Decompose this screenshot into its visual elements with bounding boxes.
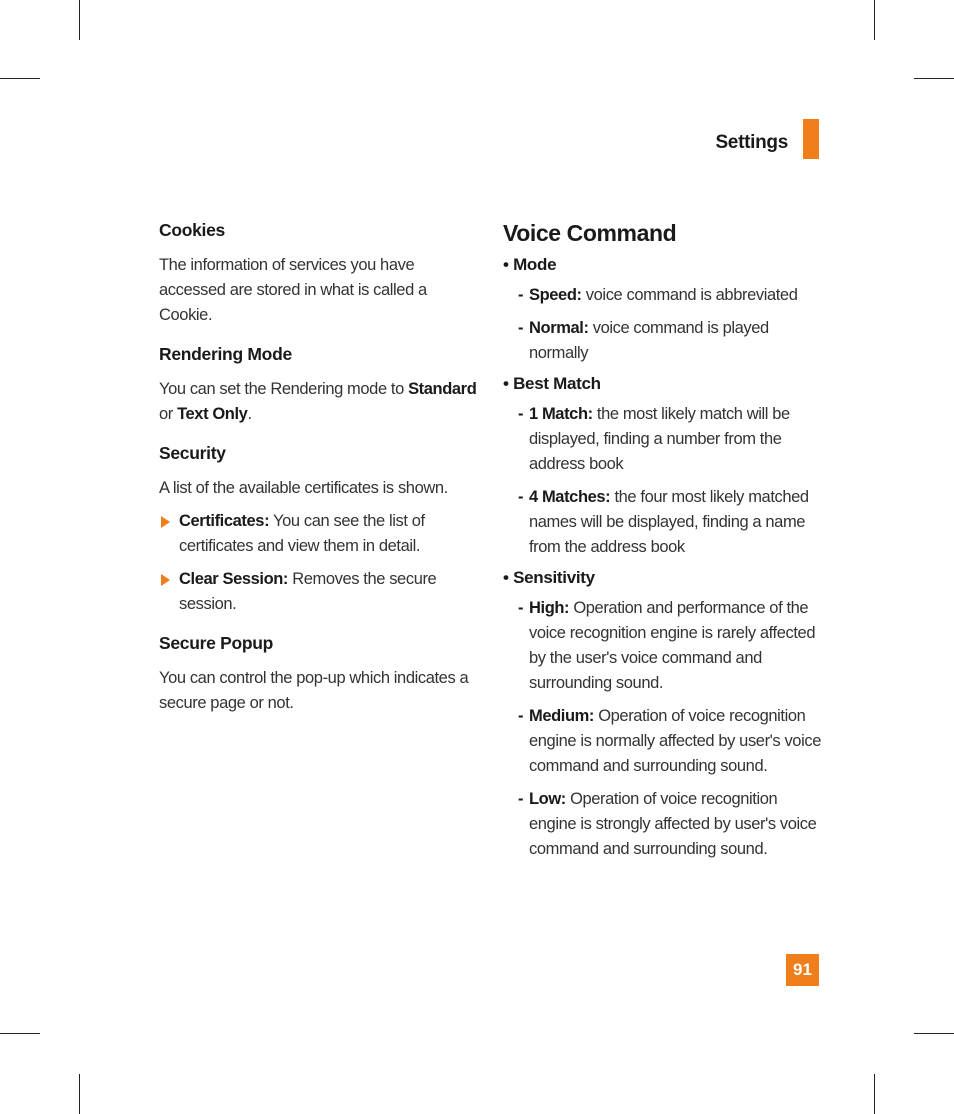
item-label: Normal:	[529, 319, 589, 337]
rendering-text-post: .	[247, 405, 252, 423]
secure-popup-heading: Secure Popup	[159, 633, 274, 653]
arrow-right-icon	[161, 574, 170, 586]
left-column	[159, 220, 479, 732]
item-text: the four most likely matched names will be displayed, finding a name from the address book	[529, 488, 809, 556]
section-title: Settings	[715, 132, 788, 153]
secure-popup-text: You can control the pop-up which indicates a secure page or not.	[159, 669, 469, 712]
sensitivity-item-high: - High: Operation and performance of the voice recognition engine is rarely affected by the user's voice command and surrounding sound.	[518, 599, 816, 692]
rendering-text	[159, 377, 479, 427]
item-text: You can see the list of certificates and view them in detail.	[179, 512, 425, 555]
security-heading: Security	[159, 443, 226, 463]
best-match-bullet: • Best Match	[503, 374, 601, 393]
arrow-right-icon	[161, 516, 170, 528]
item-label: High:	[529, 599, 570, 617]
crop-mark	[0, 1033, 40, 1034]
crop-mark	[914, 1033, 954, 1034]
item-label: Medium:	[529, 707, 595, 725]
item-text: Removes the secure session.	[179, 570, 437, 613]
item-label: Speed:	[529, 286, 582, 304]
rendering-text-pre: You can set the Rendering mode to	[159, 380, 409, 398]
page-number: 91	[786, 954, 819, 986]
voice-command-title: Voice Command	[503, 220, 677, 246]
item-text: Operation of voice recognition engine is strongly affected by user's voice command and surrounding sound.	[529, 790, 817, 858]
rendering-option-standard: Standard	[408, 380, 477, 398]
item-text: Operation and performance of the voice recognition engine is rarely affected by the user's voice command and surrounding sound.	[529, 599, 816, 692]
rendering-option-text-only: Text Only	[177, 405, 248, 423]
right-column	[503, 220, 823, 870]
crop-mark	[874, 0, 875, 40]
sensitivity-item-medium: - Medium: Operation of voice recognition engine is normally affected by user's voice command and surrounding sound.	[518, 707, 821, 775]
item-text: voice command is played normally	[529, 319, 769, 362]
sensitivity-item-low: - Low: Operation of voice recognition engine is strongly affected by user's voice command and surrounding sound.	[518, 790, 817, 858]
item-text: voice command is abbreviated	[581, 286, 798, 304]
item-text: Operation of voice recognition engine is normally affected by user's voice command and surrounding sound.	[529, 707, 821, 775]
crop-mark	[0, 78, 40, 79]
item-label: 4 Matches:	[529, 488, 611, 506]
mode-bullet: • Mode	[503, 255, 557, 274]
crop-mark	[874, 1074, 875, 1114]
rendering-text-mid: or	[159, 405, 178, 423]
item-label: 1 Match:	[529, 405, 593, 423]
crop-mark	[79, 0, 80, 40]
sensitivity-bullet: • Sensitivity	[503, 568, 595, 587]
mode-item-speed: - Speed: voice command is abbreviated	[518, 286, 798, 304]
item-text: the most likely match will be displayed, finding a number from the address book	[529, 405, 790, 473]
mode-item-normal: - Normal: voice command is played normally	[518, 319, 769, 362]
security-item-clear-session	[159, 567, 479, 617]
best-match-item-1: - 1 Match: the most likely match will be displayed, finding a number from the address book	[518, 405, 790, 473]
cookies-heading: Cookies	[159, 220, 225, 240]
section-tab-marker	[803, 119, 819, 159]
item-label: Low:	[529, 790, 566, 808]
cookies-text: The information of services you have accessed are stored in what is called a Cookie.	[159, 256, 427, 324]
security-text: A list of the available certificates is shown.	[159, 479, 448, 497]
item-label: Clear Session:	[179, 570, 289, 588]
crop-mark	[79, 1074, 80, 1114]
security-item-certificates	[159, 509, 479, 559]
rendering-heading: Rendering Mode	[159, 344, 292, 364]
item-label: Certificates:	[179, 512, 270, 530]
crop-mark	[914, 78, 954, 79]
best-match-item-4: - 4 Matches: the four most likely matched names will be displayed, finding a name from the address book	[518, 488, 809, 556]
